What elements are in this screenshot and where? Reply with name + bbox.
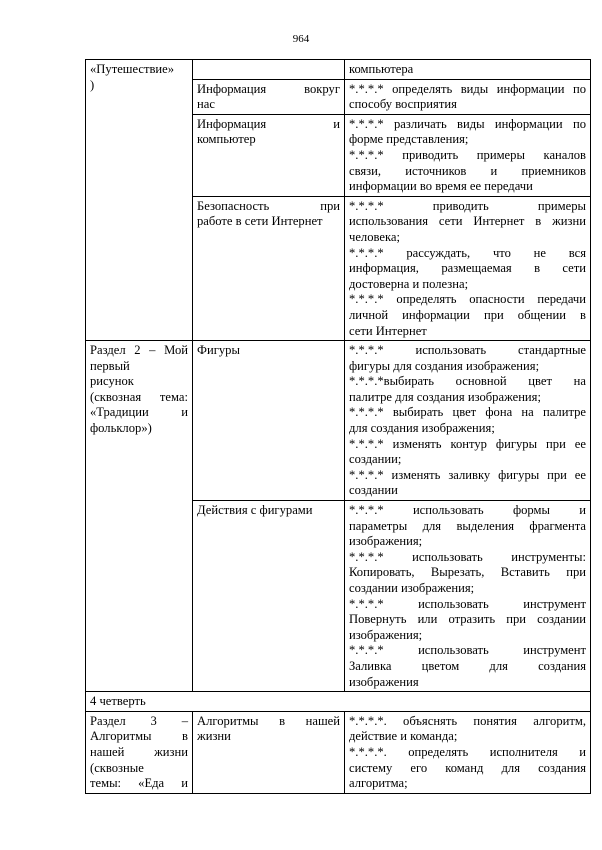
table-row <box>86 60 591 80</box>
topic-cell <box>193 341 345 501</box>
outcome-cell <box>345 501 591 692</box>
cell-line: *.*.*.* определять виды информации по <box>349 81 586 96</box>
cell-line: жизни <box>197 729 231 744</box>
cell-line: *.*.*.*выбирать основной цвет на <box>349 374 586 389</box>
cell-line: способу восприятия <box>349 97 457 112</box>
cell-line: *.*.*.*. определять исполнителя и <box>349 744 586 759</box>
cell-line: действие и команда; <box>349 729 458 744</box>
cell-line: Информация и <box>197 116 340 131</box>
cell-line: создании изображения; <box>349 581 475 595</box>
section-cell <box>86 341 193 692</box>
section-cell <box>86 711 193 793</box>
quarter-heading-cell <box>86 692 591 712</box>
table-row <box>86 711 591 793</box>
cell-line: *.*.*.* использовать стандартные <box>349 343 586 358</box>
outcome-cell <box>345 79 591 114</box>
cell-line: личной информации при общении в <box>349 307 586 322</box>
cell-line: палитре для создания изображения; <box>349 389 541 404</box>
cell-line: создании; <box>349 452 402 467</box>
outcome-cell <box>345 60 591 80</box>
cell-line: темы: «Еда и <box>90 776 188 791</box>
outcome-cell <box>345 711 591 793</box>
cell-line: создании <box>349 483 398 498</box>
cell-line: работе в сети Интернет <box>197 214 323 229</box>
cell-line: *.*.*.* приводить примеры <box>349 198 586 213</box>
cell-line: *.*.*.* использовать инструменты: <box>349 549 586 564</box>
table-row <box>86 692 591 712</box>
topic-cell <box>193 501 345 692</box>
curriculum-table <box>85 59 591 794</box>
cell-line: *.*.*.* изменять контур фигуры при ее <box>349 436 586 451</box>
cell-line: Заливка цветом для создания <box>349 658 586 673</box>
cell-line: Безопасность при <box>197 198 340 213</box>
section-cell <box>86 60 193 341</box>
topic-cell <box>193 114 345 196</box>
cell-line: нашей жизни <box>90 744 188 759</box>
cell-line: изображения; <box>349 534 423 549</box>
cell-line: использования сети Интернет в жизни <box>349 214 586 229</box>
cell-line: *.*.*.*. объяснять понятия алгоритм, <box>349 713 586 728</box>
cell-line: «Традиции и <box>90 405 188 420</box>
cell-line: изображения <box>349 674 419 689</box>
cell-line: компьютера <box>349 62 414 76</box>
cell-line: *.*.*.* определять опасности передачи <box>349 292 586 307</box>
cell-line: *.*.*.* рассуждать, что не вся <box>349 245 586 260</box>
cell-line: *.*.*.* приводить примеры каналов <box>349 147 586 162</box>
cell-line: первый <box>90 358 130 373</box>
cell-line: 4 четверть <box>90 694 146 709</box>
cell-line: *.*.*.* использовать инструмент <box>349 596 586 611</box>
outcome-cell <box>345 114 591 196</box>
cell-line: Раздел 3 – <box>90 713 188 728</box>
cell-line: человека; <box>349 229 400 244</box>
cell-line: Повернуть или отразить при создании <box>349 612 586 627</box>
cell-line: Алгоритмы в нашей <box>197 713 340 728</box>
cell-line: Действия с фигурами <box>197 503 313 518</box>
outcome-cell <box>345 196 591 340</box>
cell-line: Копировать, Вырезать, Вставить при <box>349 565 586 580</box>
cell-line: алгоритма; <box>349 776 408 791</box>
cell-line: рисунок <box>90 374 134 389</box>
cell-line: *.*.*.* изменять заливку фигуры при ее <box>349 467 586 482</box>
cell-line: форме представления; <box>349 132 469 147</box>
cell-line: *.*.*.* выбирать цвет фона на палитре <box>349 405 586 420</box>
cell-line: Фигуры <box>197 343 240 358</box>
cell-line: ) <box>90 77 95 92</box>
cell-line: нас <box>197 97 215 112</box>
topic-cell <box>193 196 345 340</box>
topic-cell <box>193 711 345 793</box>
cell-line: систему его команд для создания <box>349 760 586 775</box>
cell-line: фольклор») <box>90 421 152 436</box>
cell-line: (сквозные <box>90 760 144 775</box>
cell-line: информация, размещаемая в сети <box>349 261 586 276</box>
cell-line: Раздел 2 – Мой <box>90 343 188 358</box>
cell-line: фигуры для создания изображения; <box>349 358 540 373</box>
topic-cell <box>193 79 345 114</box>
cell-line: компьютер <box>197 132 256 147</box>
cell-line: сети Интернет <box>349 323 427 338</box>
topic-cell <box>193 60 345 80</box>
cell-line: «Путешествие» <box>90 62 175 76</box>
cell-line: *.*.*.* различать виды информации по <box>349 116 586 131</box>
cell-line: достоверна и полезна; <box>349 276 469 291</box>
cell-line: изображения; <box>349 627 423 642</box>
cell-line: параметры для выделения фрагмента <box>349 518 586 533</box>
cell-line: *.*.*.* использовать инструмент <box>349 643 586 658</box>
cell-line: связи, источников и приемников <box>349 163 586 178</box>
cell-line: *.*.*.* использовать формы и <box>349 503 586 518</box>
cell-line: (сквозная тема: <box>90 389 188 404</box>
page-number: 964 <box>292 33 310 45</box>
cell-line: информации во время ее передачи <box>349 179 533 194</box>
cell-line: Алгоритмы в <box>90 729 188 744</box>
outcome-cell <box>345 341 591 501</box>
table-row <box>86 341 591 501</box>
cell-line: для создания изображения; <box>349 421 495 436</box>
cell-line: Информация вокруг <box>197 81 340 96</box>
